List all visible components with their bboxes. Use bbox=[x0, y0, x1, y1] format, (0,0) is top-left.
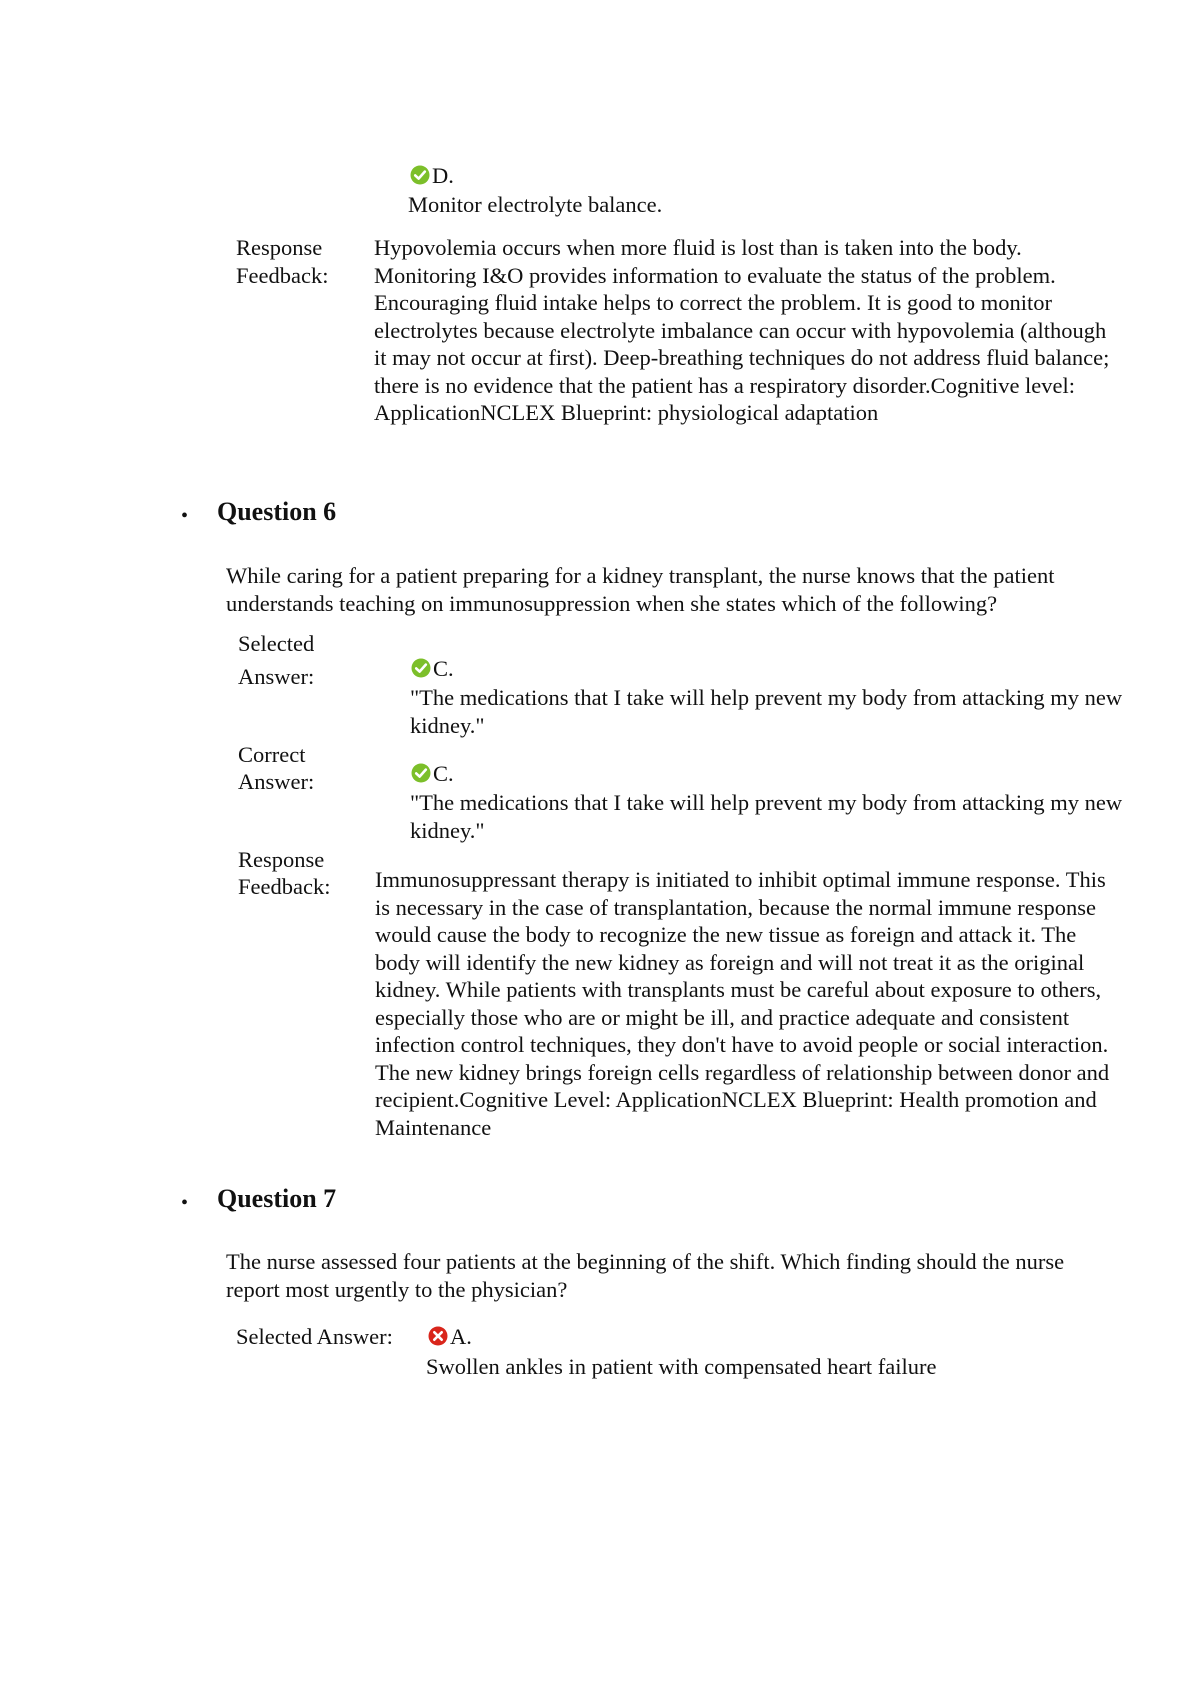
feedback-label: Feedback: bbox=[238, 874, 331, 899]
q6-selected-choice bbox=[411, 655, 454, 683]
selected-label: Selected bbox=[238, 631, 315, 656]
q5-correct-choice bbox=[410, 162, 454, 190]
answer-label: Answer: bbox=[238, 664, 315, 689]
correct-label: Correct bbox=[238, 742, 306, 767]
q6-correct-text: "The medications that I take will help prevent my body from attacking my new kidney." bbox=[410, 790, 1123, 843]
q7-selected-text: Swollen ankles in patient with compensated heart failure bbox=[426, 1354, 937, 1379]
q7-title: Question 7 bbox=[217, 1184, 337, 1213]
check-circle-icon bbox=[411, 763, 431, 783]
q7-selected-choice bbox=[428, 1323, 472, 1351]
choice-letter: C. bbox=[433, 656, 454, 681]
q6-bullet: • bbox=[181, 505, 189, 527]
x-circle-icon bbox=[428, 1326, 448, 1346]
check-circle-icon bbox=[410, 165, 430, 185]
selected-answer-label: Selected Answer: bbox=[236, 1324, 393, 1349]
response-label: Response bbox=[238, 847, 325, 872]
q6-prompt: While caring for a patient preparing for a kidney transplant, the nurse knows that the patient understands teaching on immunosuppression when she states which of the following? bbox=[226, 563, 1055, 616]
choice-letter: C. bbox=[433, 761, 454, 786]
choice-letter: A. bbox=[450, 1324, 472, 1349]
q7-bullet: • bbox=[181, 1192, 189, 1214]
q5-response-feedback: Hypovolemia occurs when more fluid is lost than is taken into the body. Monitoring I&O provides information to evaluate the status of the problem. Encouraging fluid intake helps to correct the problem. It is good to monitor electrolytes because electrolyte imbalance can occur with hypovolemia (although it may not occur at first). Deep-breathing techniques do not address fluid balance; there is no evidence that the patient has a respiratory disorder.Cognitive level: ApplicationNCLEX Blueprint: physiological adaptation bbox=[374, 235, 1110, 425]
response-label: Response bbox=[236, 235, 323, 260]
feedback-label: Feedback: bbox=[236, 263, 329, 288]
choice-letter: D. bbox=[432, 163, 454, 188]
q5-correct-choice-text: Monitor electrolyte balance. bbox=[408, 192, 663, 217]
q6-title: Question 6 bbox=[217, 497, 337, 526]
check-circle-icon bbox=[411, 658, 431, 678]
q6-response-feedback: Immunosuppressant therapy is initiated to inhibit optimal immune response. This is necessary in the case of transplantation, because the normal immune response would cause the body to recognize the new tissue as foreign and attack it. The body will identify the new kidney as foreign and will not treat it as the original kidney. While patients with transplants must be careful about exposure to others, especially those who are or might be ill, and practice adequate and consistent infection control techniques, they don't have to avoid people or social interaction. The new kidney brings foreign cells regardless of relationship between donor and recipient.Cognitive Level: ApplicationNCLEX Blueprint: Health promotion and Maintenance bbox=[375, 867, 1110, 1140]
q7-prompt: The nurse assessed four patients at the beginning of the shift. Which finding should the nurse report most urgently to the physician? bbox=[226, 1249, 1065, 1302]
q6-correct-choice bbox=[411, 760, 454, 788]
answer-label: Answer: bbox=[238, 769, 315, 794]
q6-selected-text: "The medications that I take will help prevent my body from attacking my new kidney." bbox=[410, 685, 1123, 738]
